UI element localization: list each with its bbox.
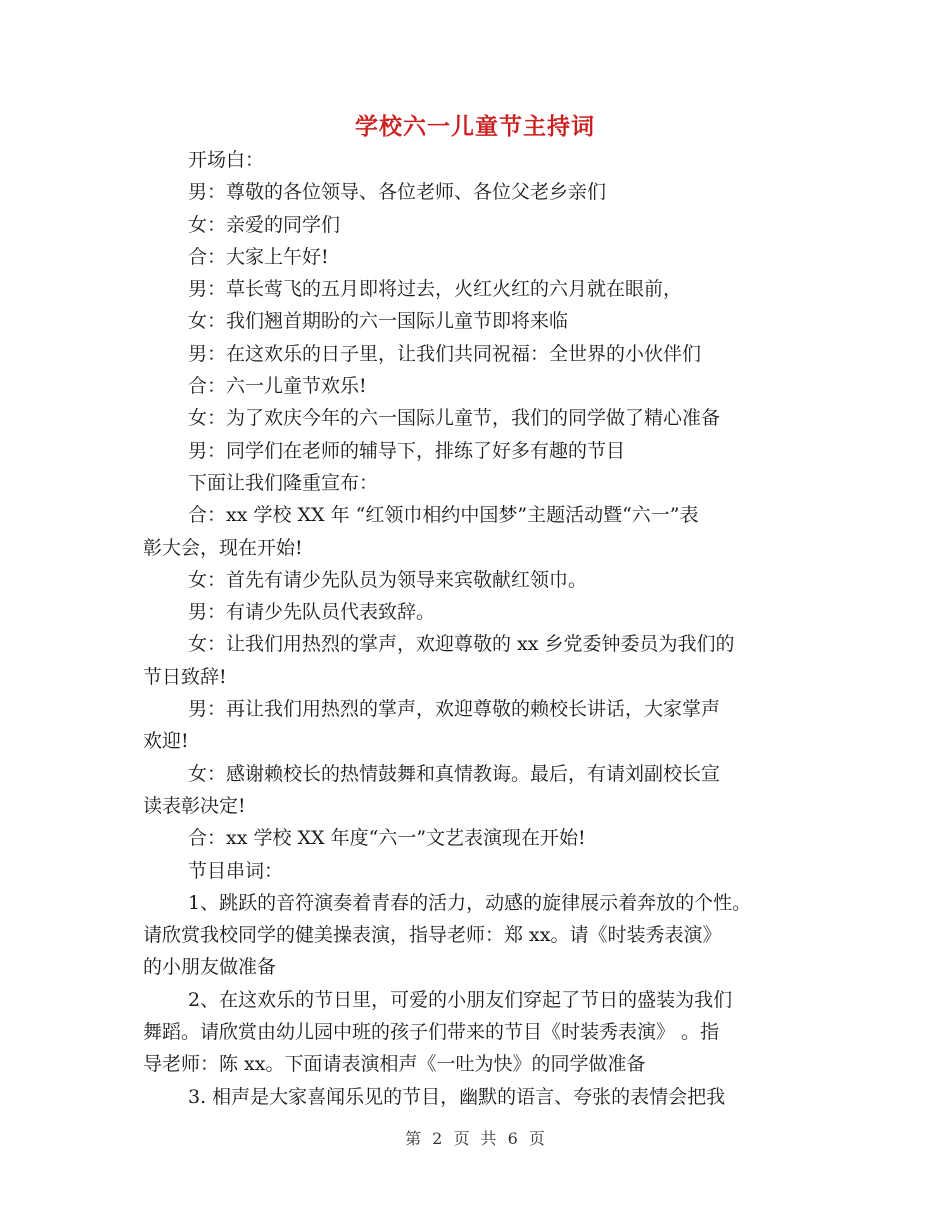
text-line: 舞蹈。请欣赏由幼儿园中班的孩子们带来的节目《时装秀表演》 。指 [143, 1021, 720, 1044]
text-line: 欢迎! [143, 730, 189, 753]
text-line: 男：尊敬的各位领导、各位老师、各位父老乡亲们 [188, 181, 607, 204]
text-line: 女：为了欢庆今年的六一国际儿童节，我们的同学做了精心准备 [188, 407, 721, 430]
text-line: 彰大会，现在开始! [143, 536, 303, 559]
text-line: 导老师：陈 xx。下面请表演相声《一吐为快》的同学做准备 [143, 1053, 646, 1076]
page-footer: 第 2 页 共 6 页 [405, 1129, 545, 1148]
text-line: 开场白： [188, 149, 265, 171]
text-line: 节日致辞! [143, 665, 227, 688]
document-body [143, 144, 833, 1113]
text-line: 女：让我们用热烈的掌声，欢迎尊敬的 xx 乡党委钟委员为我们的 [188, 633, 735, 656]
text-line: 合：xx 学校 XX 年 “红领巾相约中国梦”主题活动暨“六一”表 [188, 504, 699, 527]
text-line: 读表彰决定! [143, 794, 246, 817]
text-line: 1、跳跃的音符演奏着青春的活力，动感的旋律展示着奔放的个性。 [188, 891, 752, 914]
text-line: 男：再让我们用热烈的掌声，欢迎尊敬的赖校长讲话，大家掌声 [188, 698, 721, 721]
text-line: 3. 相声是大家喜闻乐见的节目，幽默的语言、夸张的表情会把我 [188, 1085, 726, 1108]
text-line: 的小朋友做准备 [143, 956, 277, 979]
text-line: 女：感谢赖校长的热情鼓舞和真情教诲。最后，有请刘副校长宣 [188, 762, 721, 785]
text-line: 下面让我们隆重宣布： [188, 471, 379, 494]
text-line: 节目串词： [188, 859, 284, 882]
text-line: 男：有请少先队员代表致辞。 [188, 601, 436, 624]
text-line: 男：同学们在老师的辅导下，排练了好多有趣的节目 [188, 439, 626, 462]
document-title: 学校六一儿童节主持词 [355, 113, 595, 140]
text-line: 男：在这欢乐的日子里，让我们共同祝福：全世界的小伙伴们 [188, 342, 702, 365]
text-line: 合：xx 学校 XX 年度“六一”文艺表演现在开始! [188, 827, 586, 850]
text-line: 女：亲爱的同学们 [188, 213, 341, 236]
text-line: 合：六一儿童节欢乐! [188, 375, 367, 398]
text-line: 合：大家上午好! [188, 245, 329, 268]
text-line: 2、在这欢乐的节日里，可爱的小朋友们穿起了节日的盛装为我们 [188, 988, 733, 1011]
text-line: 请欣赏我校同学的健美操表演，指导老师：郑 xx。请《时装秀表演》 [143, 924, 722, 947]
text-line: 女：首先有请少先队员为领导来宾敬献红领巾。 [188, 568, 588, 591]
text-line: 男：草长莺飞的五月即将过去，火红火红的六月就在眼前， [188, 278, 683, 301]
text-line: 女：我们翘首期盼的六一国际儿童节即将来临 [188, 310, 569, 333]
